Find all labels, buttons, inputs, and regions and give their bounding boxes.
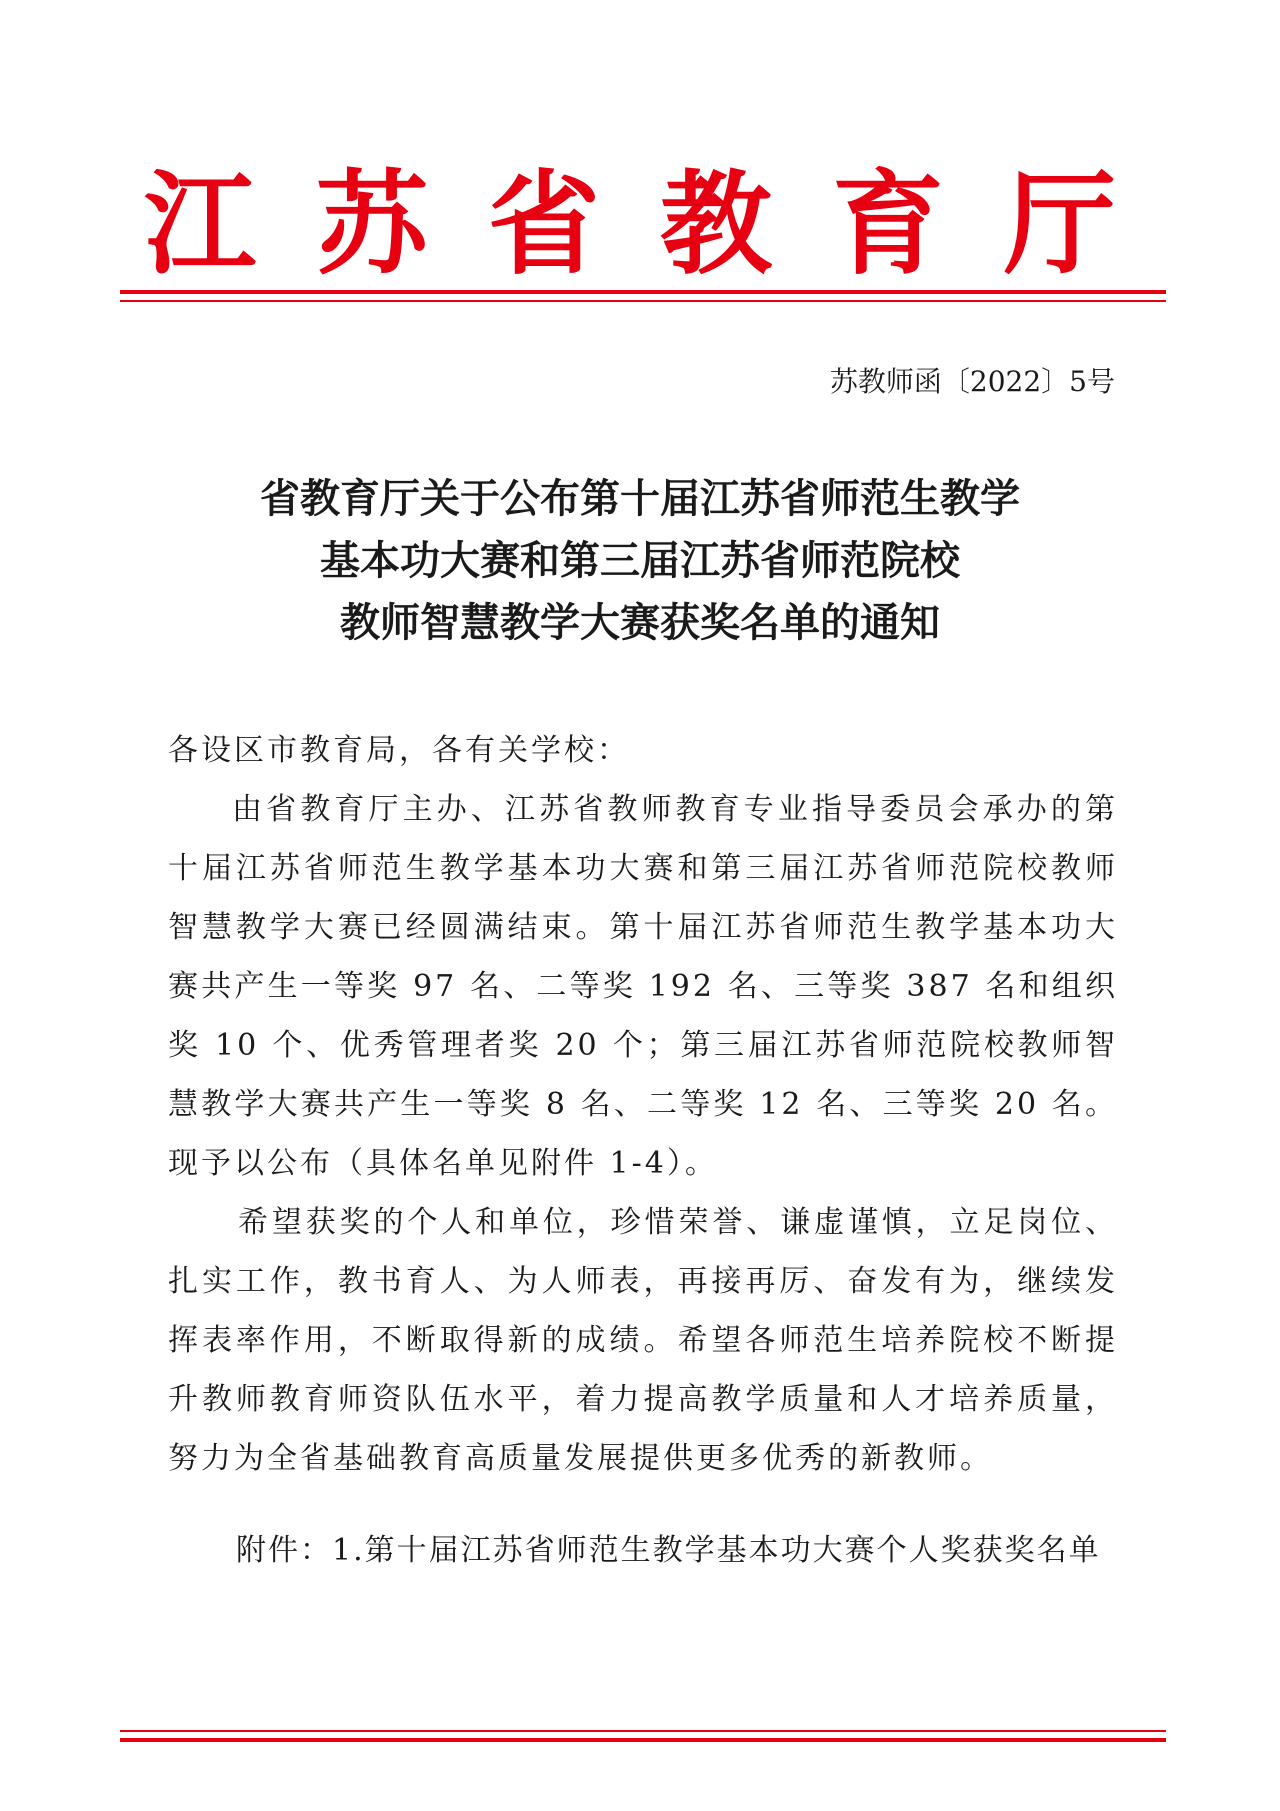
- title-line-2: 基本功大赛和第三届江苏省师范院校: [320, 537, 960, 584]
- document-title: [0, 468, 1280, 654]
- header-divider-thick: [120, 290, 1166, 294]
- attachment-line: 附件：1.第十届江苏省师范生教学基本功大赛个人奖获奖名单: [236, 1533, 1101, 1568]
- title-line-3: 教师智慧教学大赛获奖名单的通知: [340, 599, 940, 646]
- body-paragraph-1: 由省教育厅主办、江苏省教师教育专业指导委员会承办的第十届江苏省师范生教学基本功大赛和第三届江苏省师范院校教师智慧教学大赛已经圆满结束。第十届江苏省师范生教学基本功大赛共产生一等奖 97 名、二等奖 192 名、三等奖 387 名和组织奖 10 个、优秀管理者奖 20 个；第三届江苏省师范院校教师智慧教学大赛共产生一等奖 8 名、二等奖 12 名、三等奖 20 名。现予以公布（具体名单见附件 1-4）。: [168, 792, 1118, 1181]
- title-line-1: 省教育厅关于公布第十届江苏省师范生教学: [260, 475, 1020, 522]
- document-number: 苏教师函〔2022〕5号: [829, 365, 1115, 398]
- footer-divider-thin: [120, 1730, 1166, 1732]
- footer-divider-thick: [120, 1738, 1166, 1742]
- body-paragraph-2: 希望获奖的个人和单位，珍惜荣誉、谦虚谨慎，立足岗位、扎实工作，教书育人、为人师表，再接再厉、奋发有为，继续发挥表率作用，不断取得新的成绩。希望各师范生培养院校不断提升教师教育师资队伍水平，着力提高教学质量和人才培养质量，努力为全省基础教育高质量发展提供更多优秀的新教师。: [168, 1205, 1118, 1476]
- salutation: 各设区市教育局，各有关学校：: [168, 733, 630, 768]
- header-divider-thin: [120, 300, 1166, 302]
- org-header-title: 江苏省教育厅: [144, 160, 1176, 290]
